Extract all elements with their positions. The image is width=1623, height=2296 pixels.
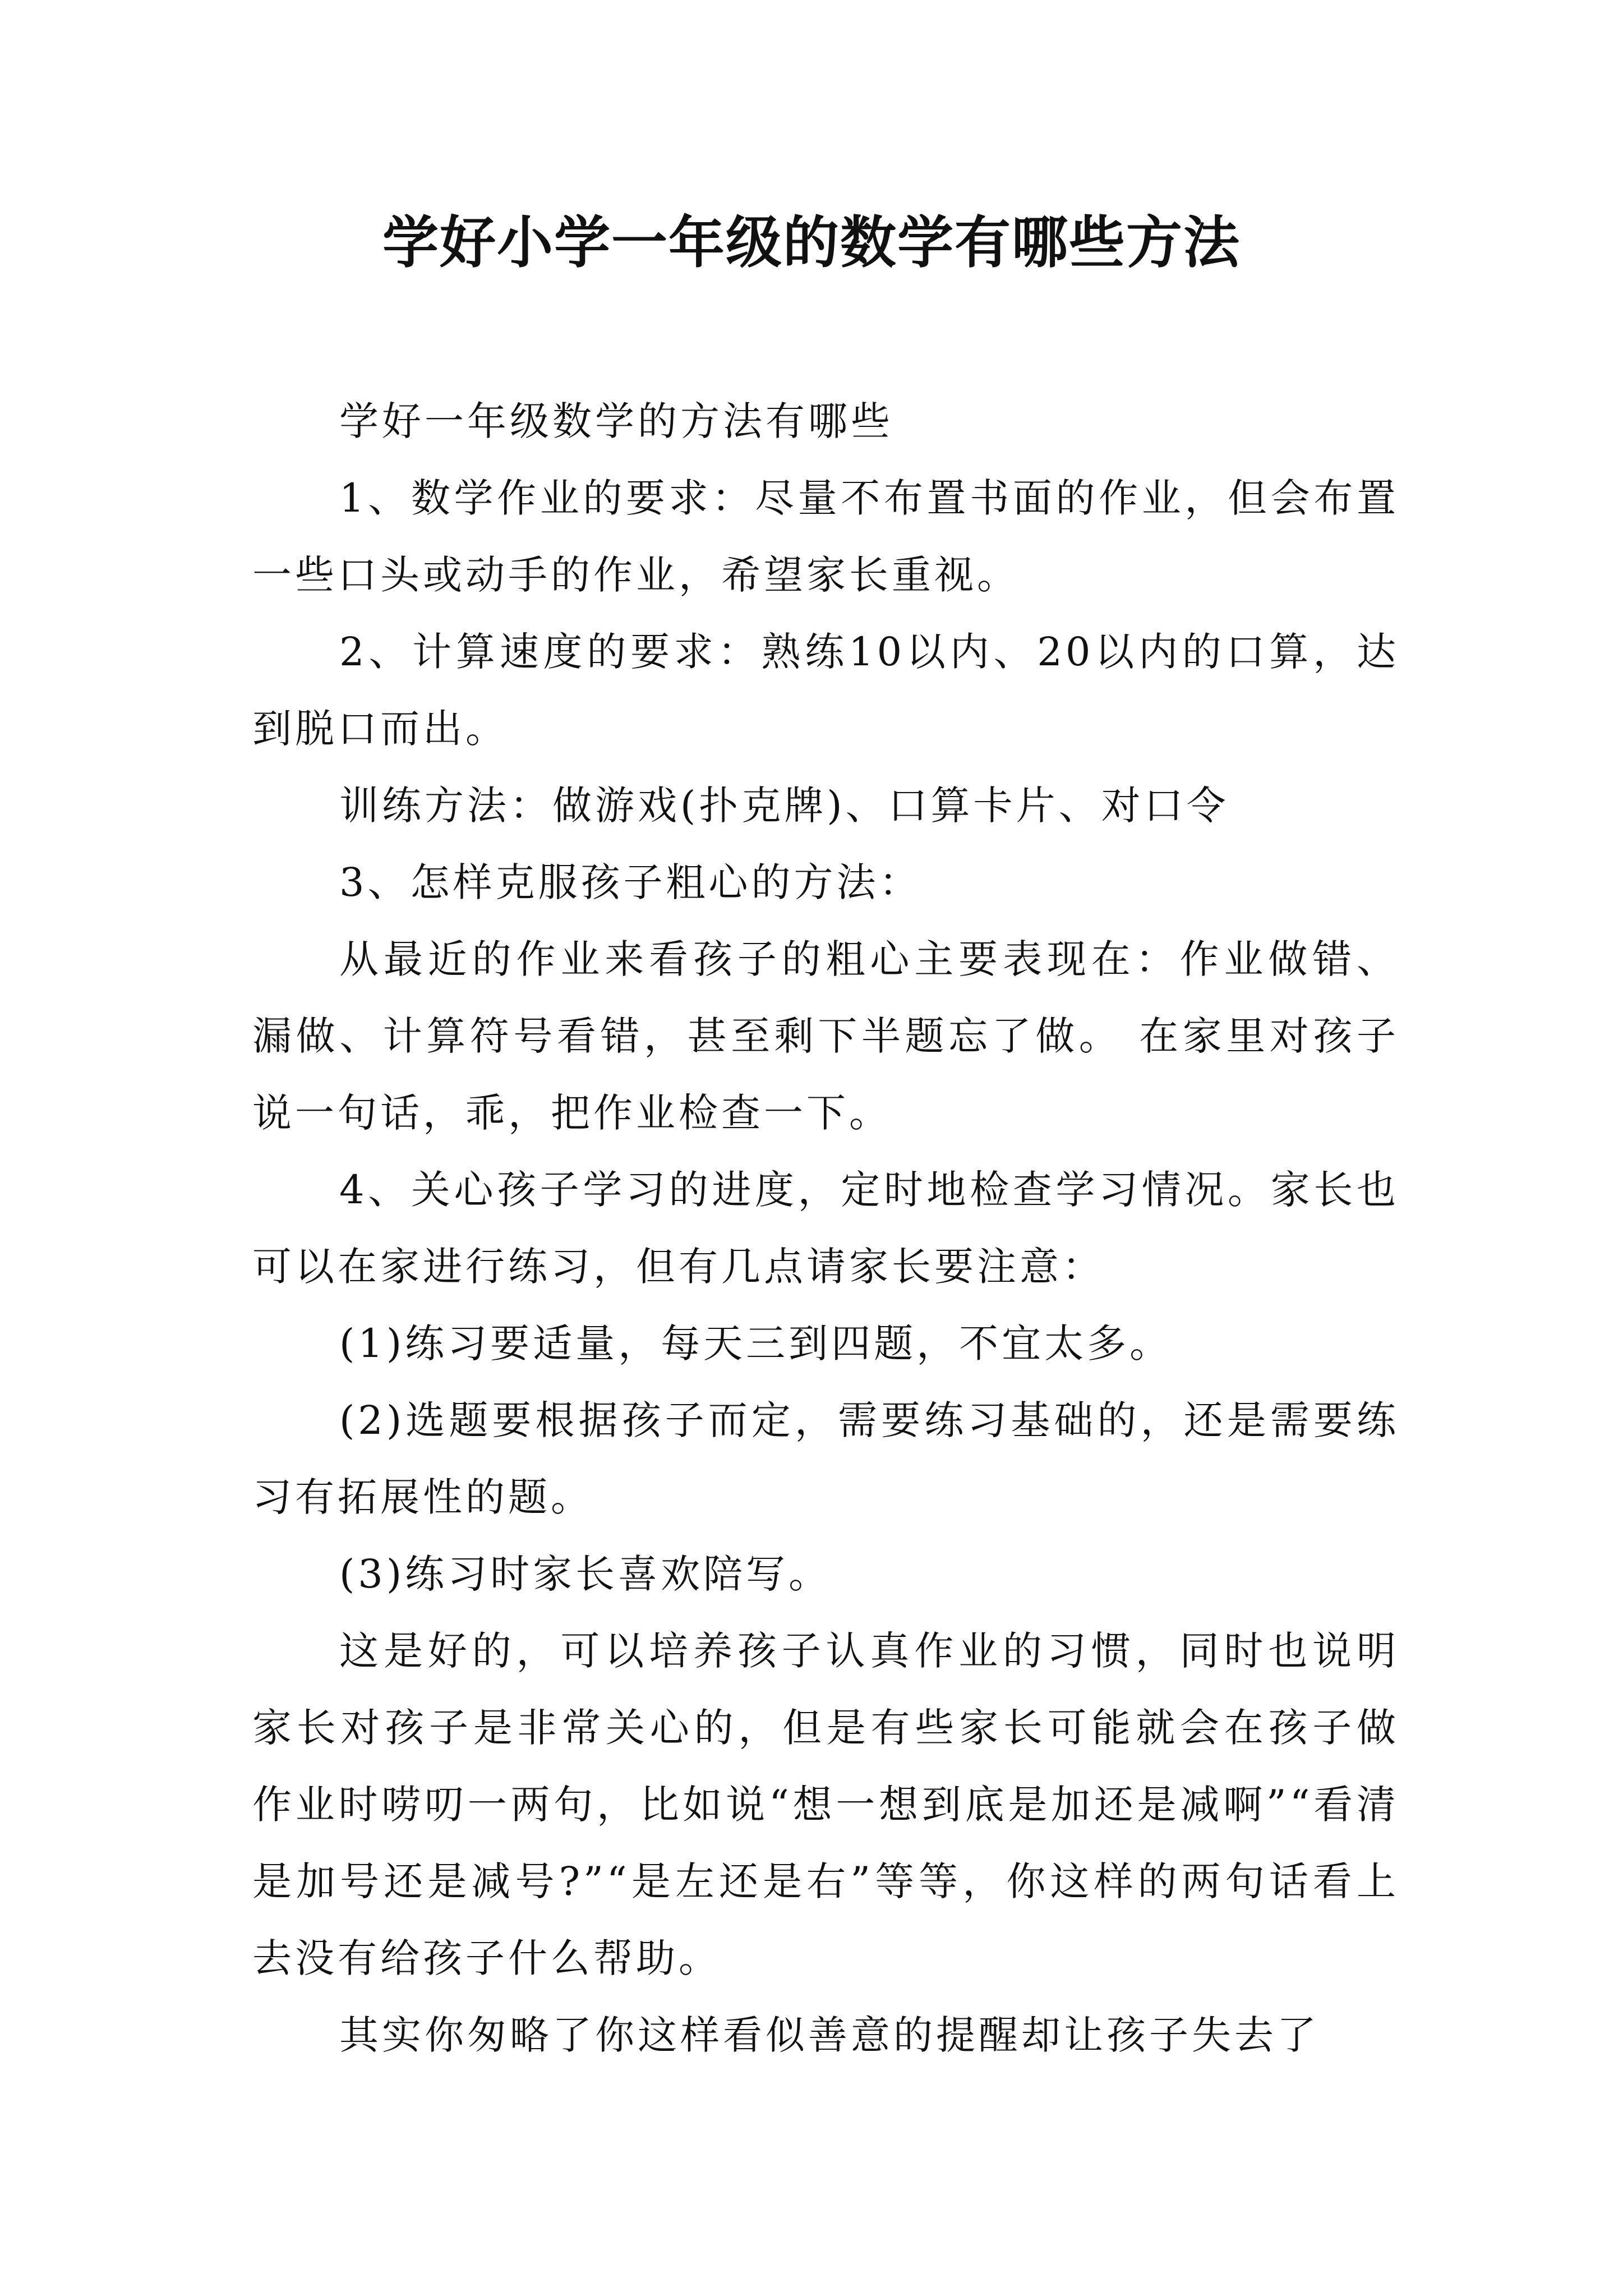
- paragraph-subtitle: 学好一年级数学的方法有哪些: [339, 398, 893, 444]
- paragraph-explanation: 这是好的，可以培养孩子认真作业的习惯，同时也说明家长对孩子是非常关心的，但是有些家长可能就会在孩子做作业时唠叨一两句，比如说“想一想到底是加还是减啊”“看清是加号还是减号?”“是左还是右”等等，你这样的两句话看上去没有给孩子什么帮助。: [252, 1628, 1399, 1981]
- page-title: 学好小学一年级的数学有哪些方法: [382, 210, 1241, 275]
- paragraph-note-3: (3)练习时家长喜欢陪写。: [339, 1551, 832, 1597]
- paragraph-note-2: (2)选题要根据孩子而定，需要练习基础的，还是需要练习有拓展性的题。: [252, 1397, 1399, 1520]
- paragraph-note-1: (1)练习要适量，每天三到四题，不宜太多。: [339, 1320, 1173, 1366]
- paragraph-carelessness-heading: 3、怎样克服孩子粗心的方法：: [339, 859, 922, 905]
- paragraph-progress-care: 4、关心孩子学习的进度，定时地检查学习情况。家长也可以在家进行练习，但有几点请家长要注意：: [252, 1167, 1399, 1290]
- paragraph-speed-requirement: 2、计算速度的要求：熟练10以内、20以内的口算，达到脱口而出。: [252, 629, 1399, 752]
- document-body: [252, 383, 1399, 2074]
- paragraph-training-methods: 训练方法：做游戏(扑克牌)、口算卡片、对口令: [339, 783, 1229, 829]
- paragraph-continuation: 其实你匆略了你这样看似善意的提醒却让孩子失去了: [339, 2012, 1320, 2058]
- paragraph-homework-requirement: 1、数学作业的要求：尽量不布置书面的作业，但会布置一些口头或动手的作业，希望家长重视。: [252, 475, 1399, 598]
- paragraph-carelessness-detail: 从最近的作业来看孩子的粗心主要表现在：作业做错、漏做、计算符号看错，甚至剩下半题忘了做。 在家里对孩子说一句话，乖，把作业检查一下。: [252, 936, 1399, 1136]
